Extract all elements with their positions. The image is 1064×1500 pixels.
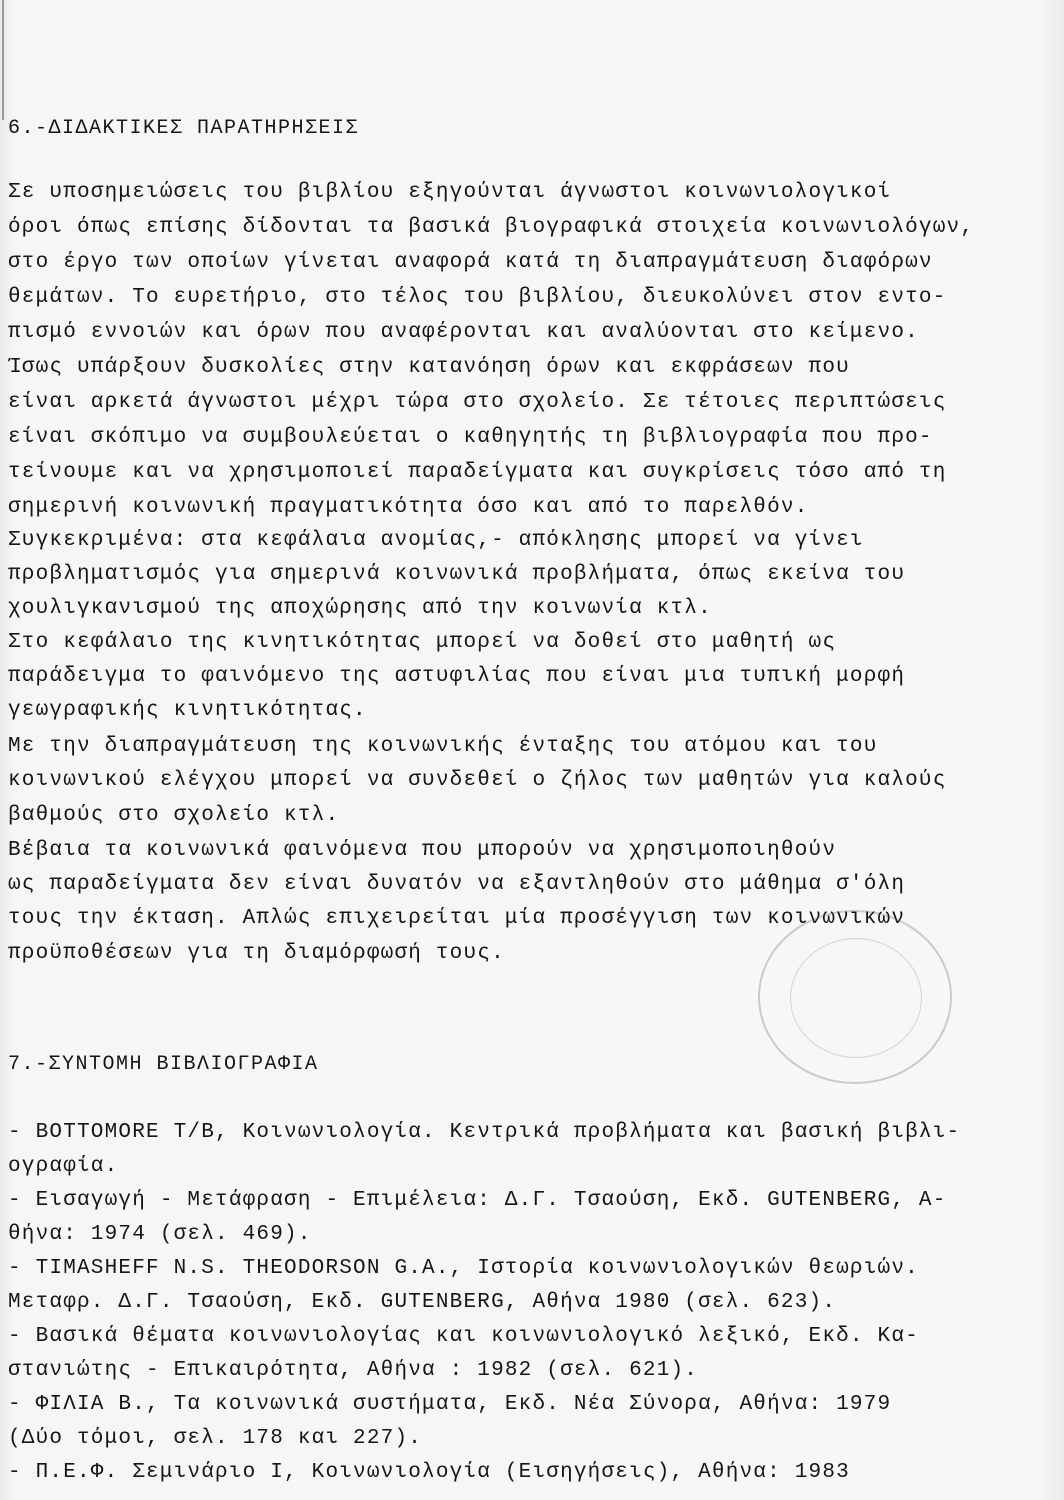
section-6-line: Συγκεκριμένα: στα κεφάλαια ανομίας,- απόκλησης μπορεί να γίνει bbox=[8, 529, 864, 552]
bibliography-line: - Π.Ε.Φ. Σεμινάριο Ι, Κοινωνιολογία (Εισηγήσεις), Αθήνα: 1983 bbox=[8, 1461, 850, 1484]
section-6-line: παράδειγμα το φαινόμενο της αστυφιλίας που είναι μια τυπική μορφή bbox=[8, 665, 906, 688]
section-6-line: όροι όπως επίσης δίδονται τα βασικά βιογραφικά στοιχεία κοινωνιολόγων, bbox=[8, 216, 975, 239]
section-6-line: ως παραδείγματα δεν είναι δυνατόν να εξαντληθούν στο μάθημα σ'όλη bbox=[8, 873, 906, 896]
section-6-line: Στο κεφάλαιο της κινητικότητας μπορεί να δοθεί στο μαθητή ως bbox=[8, 631, 837, 654]
section-6-line: τους την έκταση. Απλώς επιχειρείται μία προσέγγιση των κοινωνικών bbox=[8, 907, 906, 930]
section-6-line: στο έργο των οποίων γίνεται αναφορά κατά τη διαπραγμάτευση διαφόρων bbox=[8, 251, 933, 274]
section-6-line: προβληματισμός για σημερινά κοινωνικά προβλήματα, όπως εκείνα του bbox=[8, 563, 906, 586]
bibliography-line: θήνα: 1974 (σελ. 469). bbox=[8, 1223, 312, 1246]
section-6-line: χουλιγκανισμού της αποχώρησης από την κοινωνία κτλ. bbox=[8, 597, 712, 620]
section-6-line: προϋποθέσεων για τη διαμόρφωσή τους. bbox=[8, 942, 505, 965]
section-6-line: τείνουμε και να χρησιμοποιεί παραδείγματα και συγκρίσεις τόσο από τη bbox=[8, 461, 947, 484]
left-edge-mark bbox=[2, 0, 4, 120]
section-6-line: είναι σκόπιμο να συμβουλεύεται ο καθηγητής τη βιβλιογραφία που προ- bbox=[8, 426, 933, 449]
bibliography-line: - BOTTOMORE T/B, Κοινωνιολογία. Κεντρικά προβλήματα και βασική βιβλι- bbox=[8, 1121, 961, 1144]
bibliography-line: (Δύο τόμοι, σελ. 178 και 227). bbox=[8, 1427, 423, 1450]
section-6-line: είναι αρκετά άγνωστοι μέχρι τώρα στο σχολείο. Σε τέτοιες περιπτώσεις bbox=[8, 391, 947, 414]
section-6-line: Σε υποσημειώσεις του βιβλίου εξηγούνται άγνωστοι κοινωνιολογικοί bbox=[8, 181, 892, 204]
section-6-line: Βέβαια τα κοινωνικά φαινόμενα που μπορούν να χρησιμοποιηθούν bbox=[8, 839, 837, 862]
bibliography-line: - TIMASHEFF N.S. THEODORSON G.A., Ιστορία κοινωνιολογικών θεωριών. bbox=[8, 1257, 919, 1280]
section-6-line: πισμό εννοιών και όρων που αναφέρονται και αναλύονται στο κείμενο. bbox=[8, 321, 919, 344]
section-6-heading: 6.-ΔΙΔΑΚΤΙΚΕΣ ΠΑΡΑΤΗΡΗΣΕΙΣ bbox=[8, 117, 360, 140]
bibliography-line: ογραφία. bbox=[8, 1155, 119, 1178]
faded-stamp bbox=[758, 910, 952, 1084]
section-6-line: κοινωνικού ελέγχου μπορεί να συνδεθεί ο ζήλος των μαθητών για καλούς bbox=[8, 769, 947, 792]
bibliography-line: - ΦΙΛΙΑ Β., Τα κοινωνικά συστήματα, Εκδ. Νέα Σύνορα, Αθήνα: 1979 bbox=[8, 1393, 892, 1416]
section-6-line: γεωγραφικής κινητικότητας. bbox=[8, 699, 367, 722]
section-7-heading: 7.-ΣΥΝΤΟΜΗ ΒΙΒΛΙΟΓΡΑΦΙΑ bbox=[8, 1053, 319, 1076]
bibliography-line: - Εισαγωγή - Μετάφραση - Επιμέλεια: Δ.Γ. Τσαούση, Εκδ. GUTENBERG, Α- bbox=[8, 1189, 947, 1212]
section-6-line: Ίσως υπάρξουν δυσκολίες στην κατανόηση όρων και εκφράσεων που bbox=[8, 356, 850, 379]
bibliography-line: στανιώτης - Επικαιρότητα, Αθήνα : 1982 (σελ. 621). bbox=[8, 1359, 699, 1382]
section-6-line: σημερινή κοινωνική πραγματικότητα όσο και από το παρελθόν. bbox=[8, 496, 809, 519]
bibliography-line: - Βασικά θέματα κοινωνιολογίας και κοινωνιολογικό λεξικό, Εκδ. Κα- bbox=[8, 1325, 919, 1348]
section-6-line: θεμάτων. Το ευρετήριο, στο τέλος του βιβλίου, διευκολύνει στον εντο- bbox=[8, 286, 947, 309]
section-6-line: βαθμούς στο σχολείο κτλ. bbox=[8, 804, 340, 827]
faded-stamp-inner-ring bbox=[790, 938, 922, 1058]
section-6-line: Με την διαπραγμάτευση της κοινωνικής ένταξης του ατόμου και του bbox=[8, 735, 878, 758]
bibliography-line: Μεταφρ. Δ.Γ. Τσαούση, Εκδ. GUTENBERG, Αθήνα 1980 (σελ. 623). bbox=[8, 1291, 837, 1314]
